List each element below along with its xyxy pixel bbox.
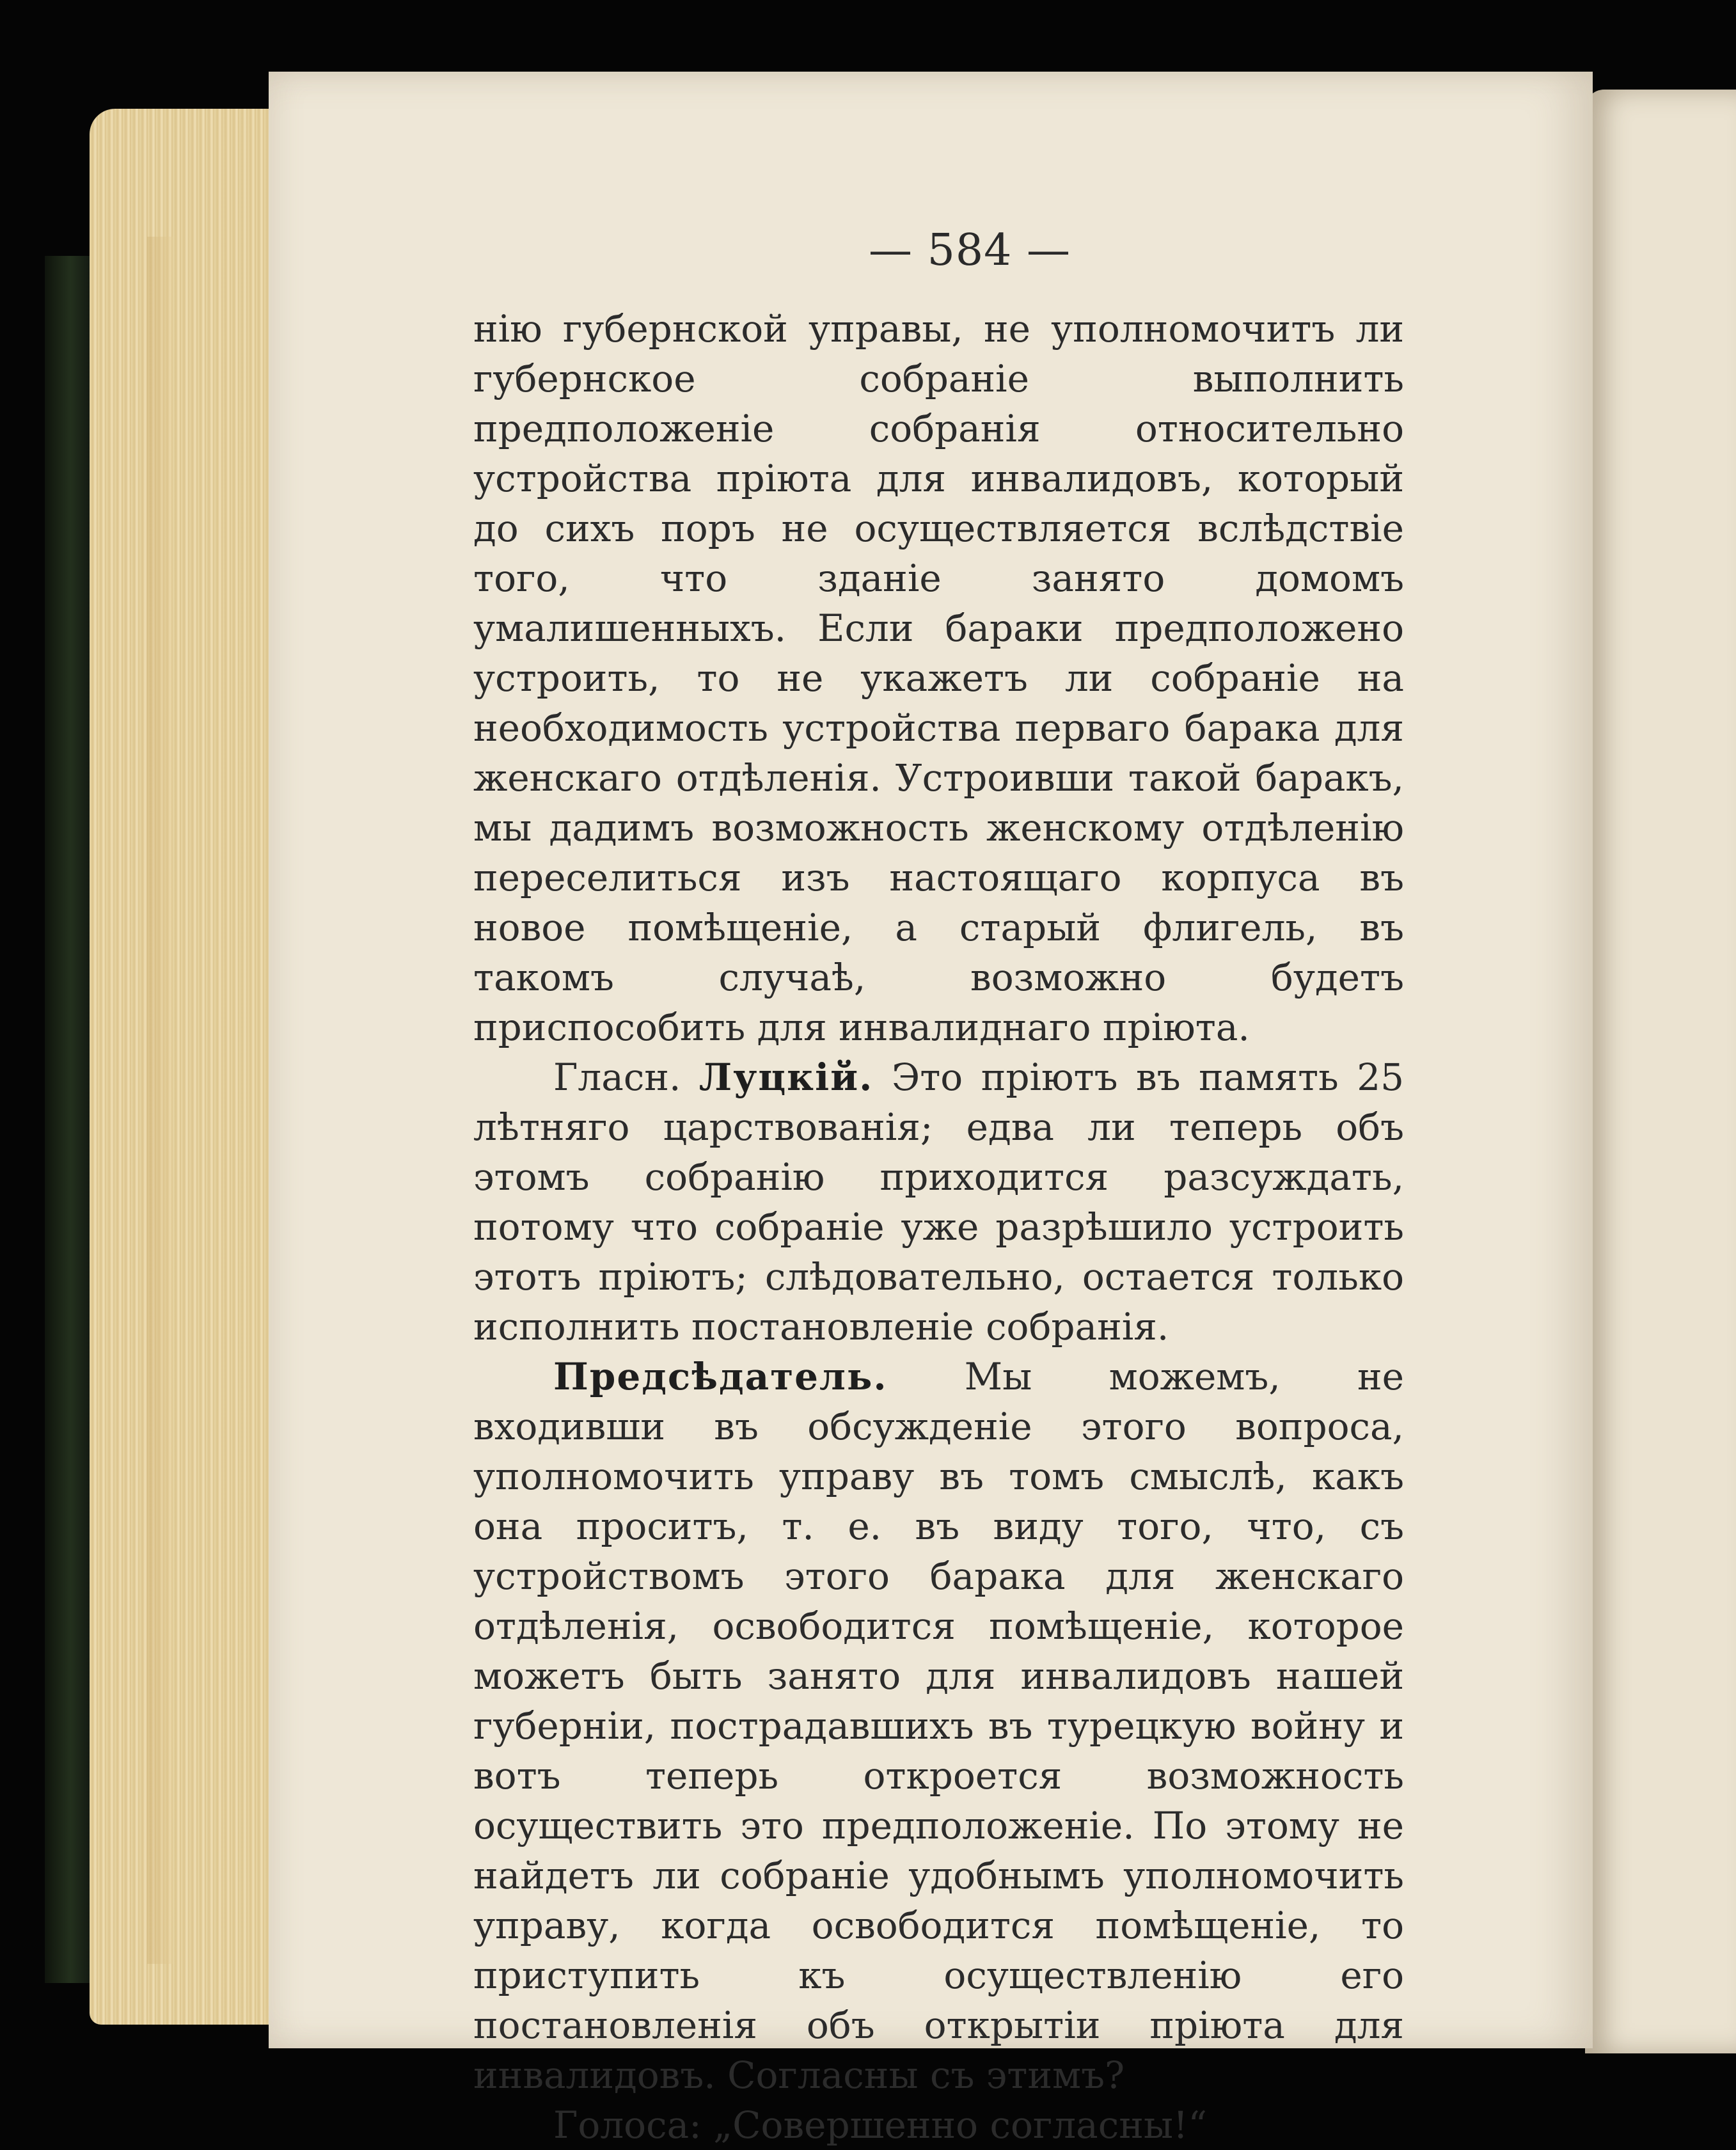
paragraph-text: Это пріютъ въ память 25 лѣтняго царствованія; едва ли теперь объ этомъ собранію приходится разсуждать, потому что собраніе уже разрѣшило устроить этотъ пріютъ; слѣдовательно, остается только исполнить постановленіе собранія. <box>473 1055 1405 1348</box>
page-edges <box>90 109 281 2025</box>
paragraph-text: нію губернской управы, не уполномочитъ ли губернское собраніе выполнить предположеніе собранія относительно устройства пріюта для инвалидовъ, который до сихъ поръ не осуществляется вслѣдствіе того, что зданіе занято домомъ умалишенныхъ. Если бараки предположено устроить, то не укажетъ ли собраніе на необходимость устройства перваго барака для женскаго отдѣленія. Устроивши такой баракъ, мы дадимъ возможность женскому отдѣленію переселиться изъ настоящаго корпуса въ новое помѣщеніе, а старый флигель, въ такомъ случаѣ, возможно будетъ приспособить для инвалиднаго пріюта. <box>473 307 1404 1049</box>
facing-page <box>1585 90 1736 2053</box>
page-number: — 584 — <box>869 225 1071 276</box>
paragraph-text: Голоса: „Совершенно согласны!“ <box>553 2103 1207 2147</box>
speaker-prefix: Гласн. <box>553 1055 681 1099</box>
book-spine <box>45 256 96 1983</box>
paragraph-3 <box>473 1352 1404 2100</box>
paragraph-1 <box>473 304 1404 1052</box>
paragraph-2 <box>473 1052 1404 1352</box>
paragraph-4 <box>473 2100 1404 2150</box>
paragraph-text: Мы можемъ, не входивши въ обсужденіе этого вопроса, уполномочить управу въ томъ смыслѣ, какъ она проситъ, т. е. въ виду того, что, съ устройствомъ этого барака для женскаго отдѣленія, освободится помѣщеніе, которое можетъ быть занято для инвалидовъ нашей губерніи, пострадавшихъ въ турецкую войну и вотъ теперь откроется возможность осуществить это предположеніе. По этому не найдетъ ли собраніе удобнымъ уполномочить управу, когда освободится помѣщеніе, то приступить къ осуществленію его постановленія объ открытіи пріюта для инвалидовъ. Согласны съ этимъ? <box>473 1355 1404 2097</box>
page-text <box>473 304 1404 2150</box>
page-edges-shadow <box>147 237 173 1964</box>
speaker-name: Луцкій. <box>698 1055 874 1099</box>
speaker-name: Предсѣдатель. <box>553 1355 888 1398</box>
